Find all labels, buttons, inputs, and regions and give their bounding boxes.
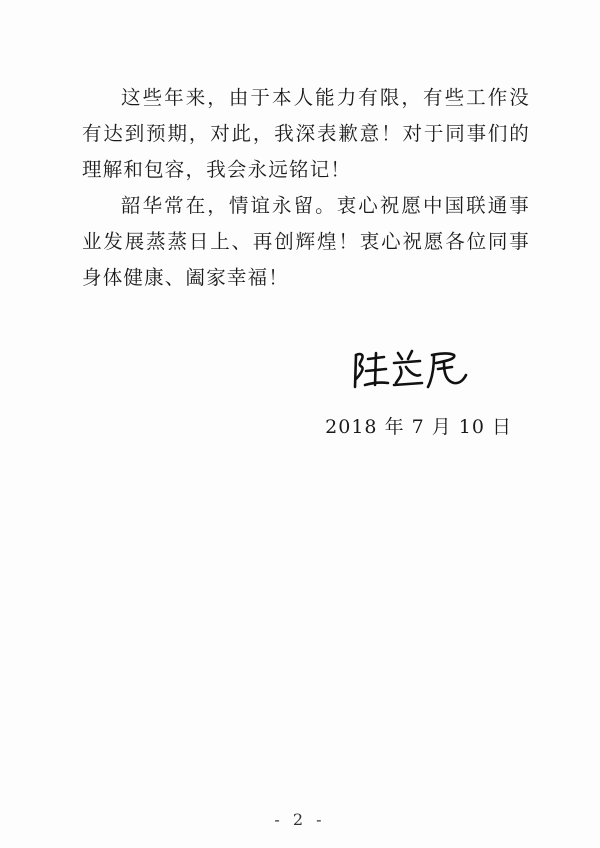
page-number: - 2 - xyxy=(274,810,326,829)
letter-date: 2018 年 7 月 10 日 xyxy=(325,416,512,438)
paragraph-1: 这些年来，由于本人能力有限，有些工作没有达到预期，对此，我深表歉意！对于同事们的理解和包容，我会永远铭记！ xyxy=(82,86,530,181)
handwritten-signature xyxy=(350,345,470,393)
paragraph-2: 韶华常在，情谊永留。衷心祝愿中国联通事业发展蒸蒸日上、再创辉煌！衷心祝愿各位同事身体健康、阖家幸福！ xyxy=(82,194,530,289)
letter-body xyxy=(82,80,530,296)
signature-drawing xyxy=(350,345,470,393)
